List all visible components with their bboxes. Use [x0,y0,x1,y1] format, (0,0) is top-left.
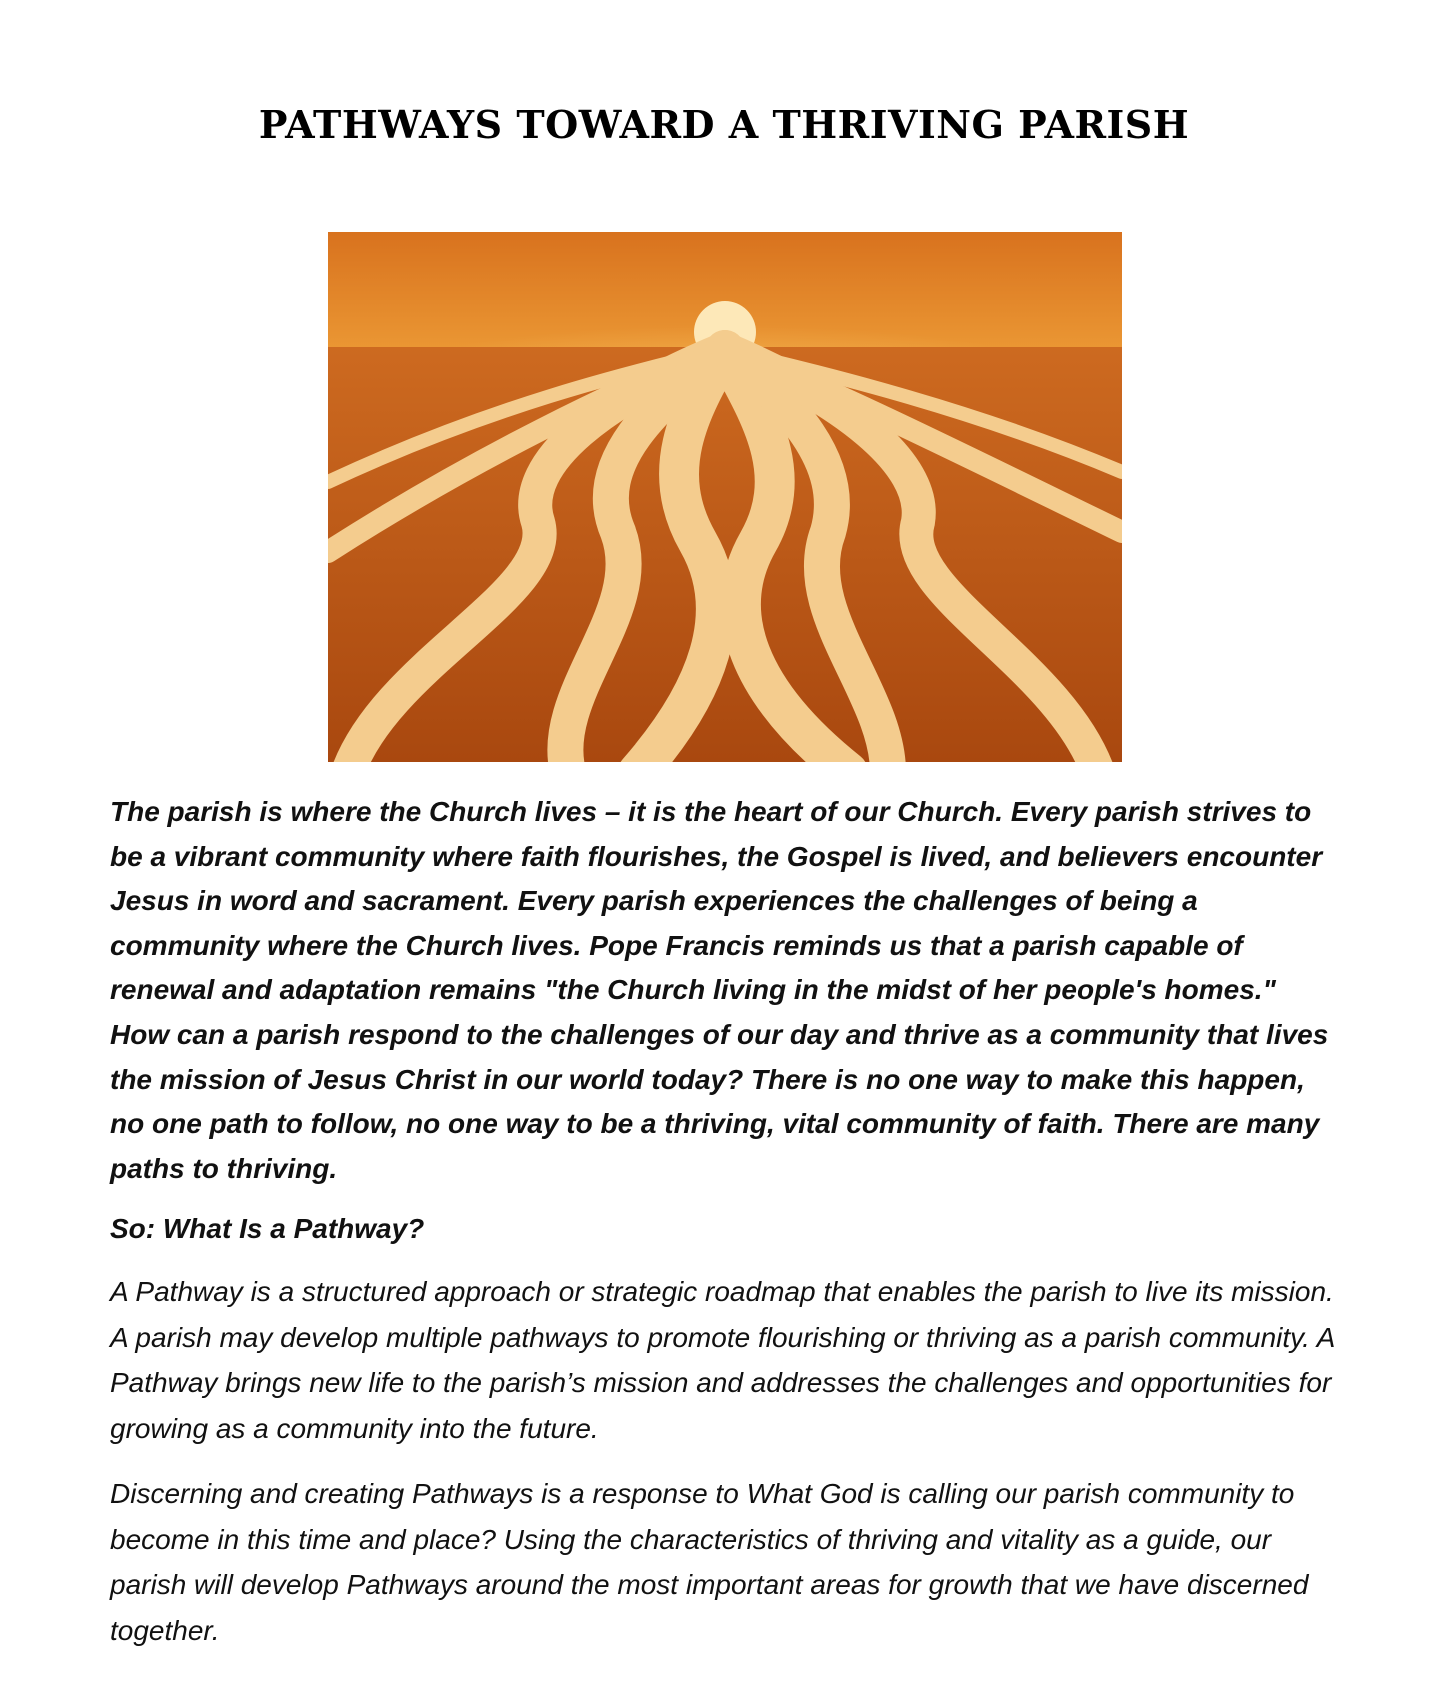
discernment-paragraph: Discerning and creating Pathways is a response to What God is calling our parish community to become in this time and place? Using the characteristics of thriving and vitality as a guide, our parish will develop Pathways around the most important areas for growth that we have discerned together. [110,1478,1309,1646]
intro-paragraph: The parish is where the Church lives – it is the heart of our Church. Every parish strives to be a vibrant community where faith flourishes, the Gospel is lived, and believers encounter Jesus in word and sacrament. Every parish experiences the challenges of being a community where the Church lives. Pope Francis reminds us that a parish capable of renewal and adaptation remains "the Church living in the midst of her people's homes." How can a parish respond to the challenges of our day and thrive as a community that lives the mission of Jesus Christ in our world today? There is no one way to make this happen, no one path to follow, no one way to be a thriving, vital community of faith. There are many paths to thriving. [110,796,1329,1184]
pathways-illustration [328,232,1122,762]
article-body [110,790,1340,1653]
page-title: PATHWAYS TOWARD A THRIVING PARISH [258,102,1190,148]
section-heading: So: What Is a Pathway? [110,1213,425,1245]
pathway-definition-paragraph: A Pathway is a structured approach or strategic roadmap that enables the parish to live its mission. A parish may develop multiple pathways to promote flourishing or thriving as a parish community. A Pathway brings new life to the parish’s mission and addresses the challenges and opportunities for growing as a community into the future. [110,1276,1335,1444]
